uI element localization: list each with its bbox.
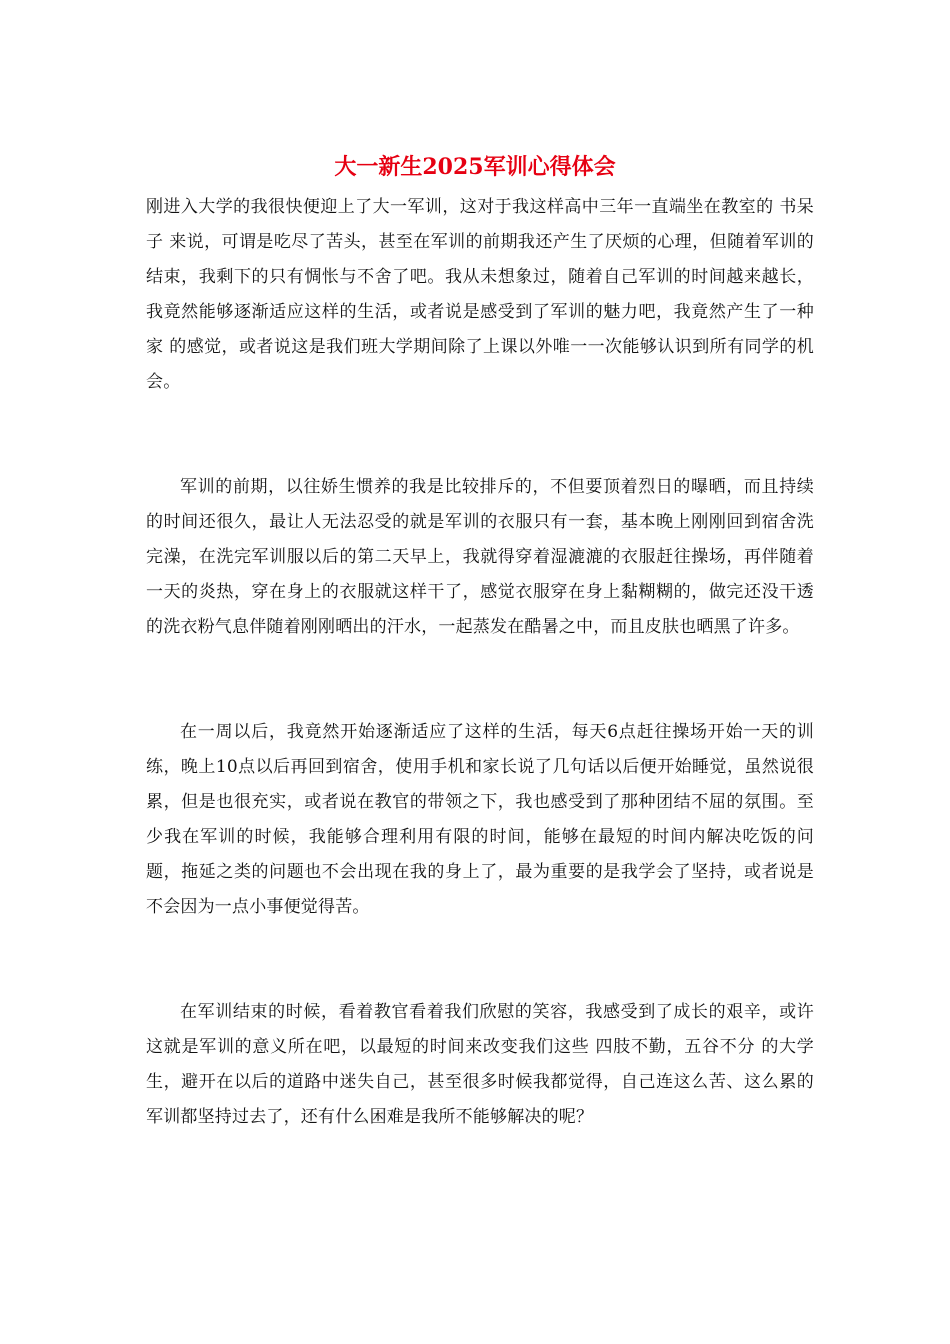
paragraph-gap	[146, 645, 814, 715]
paragraph-intro: 刚进入大学的我很快便迎上了大一军训，这对于我这样高中三年一直端坐在教室的 书呆子 来说，可谓是吃尽了苦头，甚至在军训的前期我还产生了厌烦的心理，但随着军训的结束，我剩下的只有惆怅与不舍了吧。我从未想象过，随着自己军训的时间越来越长，我竟然能够逐渐适应这样的生活，或者说是感受到了军训的魅力吧，我竟然产生了一种 家 的感觉，或者说这是我们班大学期间除了上课以外唯一一次能够认识到所有同学的机会。	[146, 197, 814, 392]
document-title: 大一新生2025军训心得体会	[334, 154, 616, 180]
paragraph-adaptation: 在一周以后，我竟然开始逐渐适应了这样的生活，每天6点赶往操场开始一天的训练，晚上10点以后再回到宿舍，使用手机和家长说了几句话以后便开始睡觉，虽然说很累，但是也很充实，或者说在教官的带领之下，我也感受到了那种团结不屈的氛围。至少我在军训的时候，我能够合理利用有限的时间，能够在最短的时间内解决吃饭的问题，拖延之类的问题也不会出现在我的身上了，最为重要的是我学会了坚持，或者说是不会因为一点小事便觉得苦。	[146, 722, 814, 917]
paragraph-early-training: 军训的前期，以往娇生惯养的我是比较排斥的，不但要顶着烈日的曝晒，而且持续的时间还很久，最让人无法忍受的就是军训的衣服只有一套，基本晚上刚刚回到宿舍洗完澡，在洗完军训服以后的第二天早上，我就得穿着湿漉漉的衣服赶往操场，再伴随着一天的炎热，穿在身上的衣服就这样干了，感觉衣服穿在身上黏糊糊的，做完还没干透的洗衣粉气息伴随着刚刚晒出的汗水，一起蒸发在酷暑之中，而且皮肤也晒黑了许多。	[146, 477, 814, 637]
paragraph-gap	[146, 925, 814, 995]
document-body	[146, 190, 814, 1135]
paragraph-conclusion: 在军训结束的时候，看着教官看着我们欣慰的笑容，我感受到了成长的艰辛，或许这就是军训的意义所在吧，以最短的时间来改变我们这些 四肢不勤，五谷不分 的大学生，避开在以后的道路中迷失自己，甚至很多时候我都觉得，自己连这么苦、这么累的军训都坚持过去了，还有什么困难是我所不能够解决的呢？	[146, 1002, 814, 1127]
paragraph-gap	[146, 400, 814, 470]
